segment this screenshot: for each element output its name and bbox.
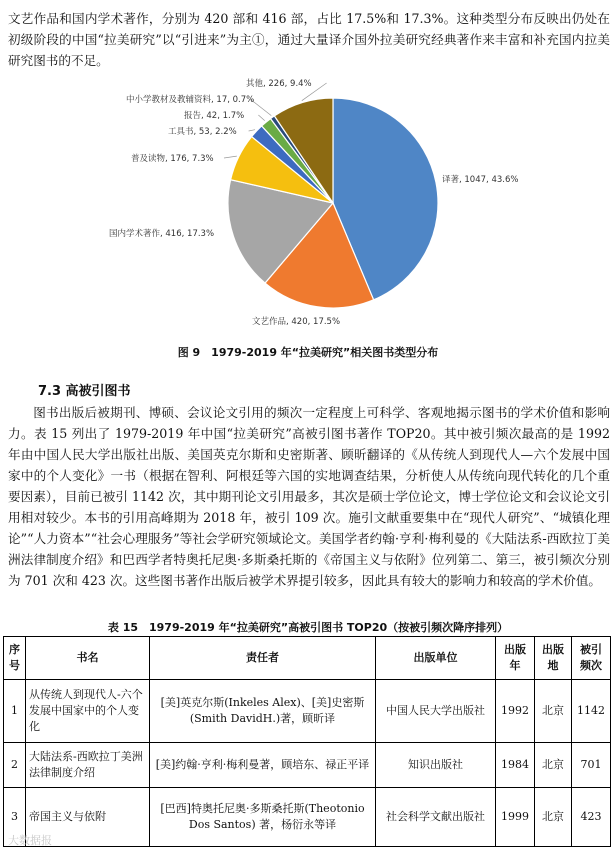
leader-line — [258, 115, 264, 121]
slice-label: 文艺作品, 420, 17.5% — [252, 317, 341, 327]
slice-label: 其他, 226, 9.4% — [246, 79, 312, 89]
table-caption: 表 15 1979-2019 年“拉美研究”高被引图书 TOP20（按被引频次降序排列） — [107, 621, 509, 634]
cell-title: 帝国主义与依附 — [26, 788, 150, 847]
slice-label: 译著, 1047, 43.6% — [442, 175, 519, 185]
slice-label: 国内学术著作, 416, 17.3% — [109, 229, 215, 239]
figure-caption: 图 9 1979-2019 年“拉美研究”相关图书类型分布 — [177, 346, 439, 359]
cell-no: 2 — [4, 743, 26, 788]
cell-no: 3 — [4, 788, 26, 847]
slice-label: 工具书, 53, 2.2% — [168, 127, 237, 137]
leader-line — [224, 156, 237, 158]
cell-cites: 423 — [572, 788, 611, 847]
intro-paragraph: 文艺作品和国内学术著作，分别为 420 部和 416 部，占比 17.5%和 17.3%。这种类型分布反映出仍处在初级阶段的中国“拉美研究”以“引进来”为主①，通过大量译介国外拉美研究经典著作来丰富和补充国内拉美研究图书的不足。 — [8, 11, 610, 68]
header-title: 书名 — [26, 637, 150, 680]
citation-table — [3, 636, 611, 847]
slice-label: 普及读物, 176, 7.3% — [131, 154, 214, 164]
header-year: 出版年 — [496, 637, 535, 680]
cell-place: 北京 — [535, 743, 572, 788]
cell-author: [美]约翰·亨利·梅利曼著，顾培东、禄正平译 — [150, 743, 376, 788]
pie-chart — [0, 70, 616, 342]
cell-cites: 1142 — [572, 680, 611, 743]
header-author: 责任者 — [150, 637, 376, 680]
cell-year: 1999 — [496, 788, 535, 847]
cell-author: [巴西]特奥托尼奥·多斯桑托斯(Theotonio Dos Santos) 著，杨衍永等译 — [150, 788, 376, 847]
table-header-row — [4, 637, 611, 680]
body-paragraph: 图书出版后被期刊、博硕、会议论文引用的频次一定程度上可科学、客观地揭示图书的学术价值和影响力。表 15 列出了 1979-2019 年中国“拉美研究”高被引图书著作 TOP20。其中被引频次最高的是 1992 年由中国人民大学出版社出版、美国英克尔斯和史密斯著、顾昕翻译的《从传统人到现代人—六个发展中国家中的个人变化》一书（根据在智利、阿根廷等六国的实地调查结果，分析使人从传统向现代转化的几个重要因素），目前已被引 1142 次，其中期刊论文引用最多，其次是硕士学位论文，博士学位论文和会议论文引用相对较少。本书的引用高峰期为 2018 年，被引 109 次。施引文献重要集中在“现代人研究”、“城镇化理论”“人力资本”“社会心理服务”等社会学研究领域论文。美国学者约翰·亨利·梅利曼的《大陆法系-西欧拉丁美洲法律制度介绍》和巴西学者特奥托尼奥·多斯桑托斯的《帝国主义与依附》位列第二、第三，被引频次分别为 701 次和 423 次。这些图书著作出版后被学术界提引较多，因此具有较大的影响力和较高的学术价值。 — [8, 405, 610, 588]
cell-title: 从传统人到现代人-六个发展中国家中的个人变化 — [26, 680, 150, 743]
cell-author: [美]英克尔斯(Inkeles Alex)、[美]史密斯(Smith DavidH.)著，顾昕译 — [150, 680, 376, 743]
table-row — [4, 680, 611, 743]
header-no: 序号 — [4, 637, 26, 680]
cell-year: 1984 — [496, 743, 535, 788]
slice-label: 报告, 42, 1.7% — [184, 111, 245, 121]
cell-cites: 701 — [572, 743, 611, 788]
cell-title: 大陆法系-西欧拉丁美洲法律制度介绍 — [26, 743, 150, 788]
table-row — [4, 788, 611, 847]
header-publisher: 出版单位 — [376, 637, 496, 680]
cell-year: 1992 — [496, 680, 535, 743]
watermark-logo: 大数据报 — [8, 834, 52, 847]
cell-place: 北京 — [535, 680, 572, 743]
section-title: 7.3 高被引图书 — [38, 384, 131, 399]
header-place: 出版地 — [535, 637, 572, 680]
cell-publisher: 知识出版社 — [376, 743, 496, 788]
leader-line — [249, 130, 255, 131]
cell-place: 北京 — [535, 788, 572, 847]
cell-publisher: 社会科学文献出版社 — [376, 788, 496, 847]
slice-label: 中小学教材及教辅资料, 17, 0.7% — [126, 95, 255, 105]
table-row — [4, 743, 611, 788]
header-cites: 被引频次 — [572, 637, 611, 680]
cell-no: 1 — [4, 680, 26, 743]
cell-publisher: 中国人民大学出版社 — [376, 680, 496, 743]
